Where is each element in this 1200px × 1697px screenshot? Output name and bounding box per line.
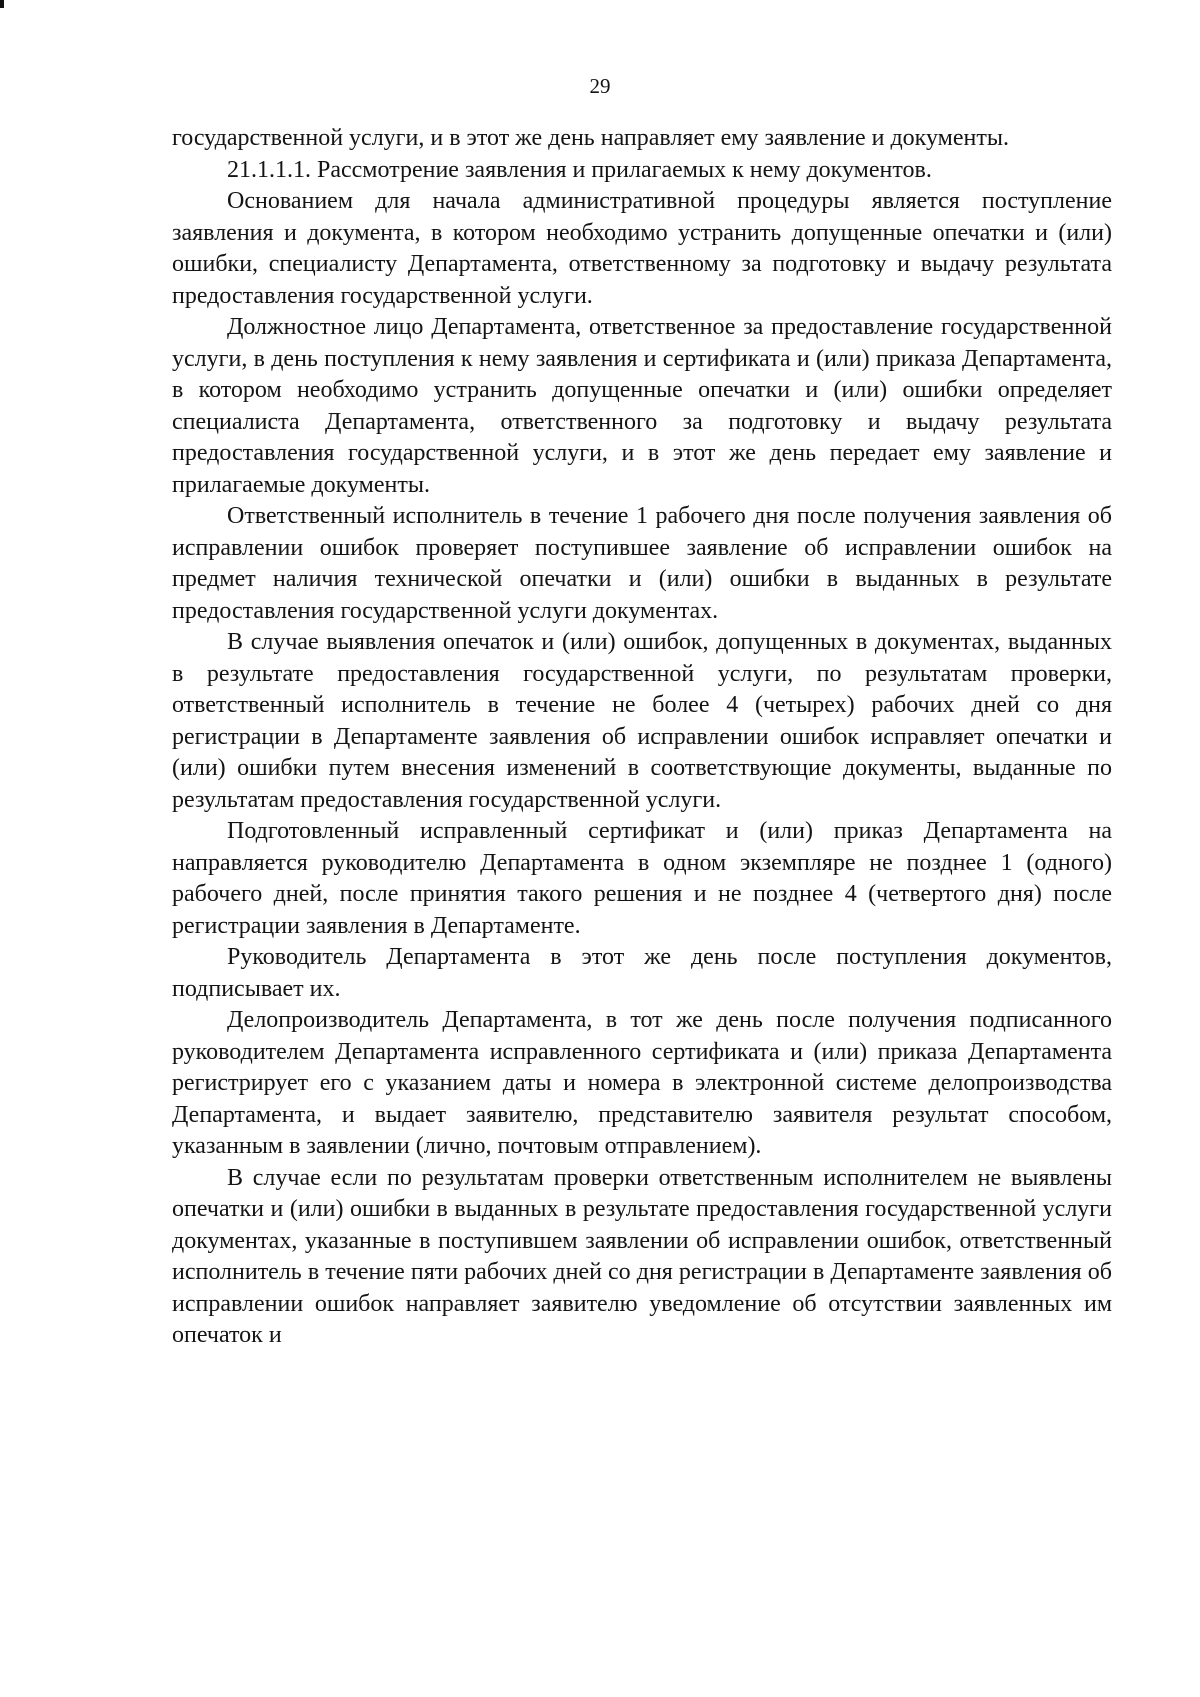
section-heading-21-1-1-1: 21.1.1.1. Рассмотрение заявления и прилагаемых к нему документов.	[227, 156, 932, 183]
paragraph: Делопроизводитель Департамента, в тот же день после получения подписанного руководителем Департамента исправленного сертификата и (или) приказа Департамента регистрирует его с указанием даты и номера в электронной системе делопроизводства Департамента, и выдает заявителю, представителю заявителя результат способом, указанным в заявлении (лично, почтовым отправлением).	[172, 1007, 1112, 1159]
document-body	[172, 123, 1112, 1352]
paragraph: В случае если по результатам проверки ответственным исполнителем не выявлены опечатки и (или) ошибки в выданных в результате предоставления государственной услуги документах, указанные в поступившем заявлении об исправлении ошибок, ответственный исполнитель в течение пяти рабочих дней со дня регистрации в Департаменте заявления об исправлении ошибок направляет заявителю уведомление об отсутствии заявленных им опечаток и	[172, 1164, 1112, 1348]
paragraph: Руководитель Департамента в этот же день после поступления документов, подписывает их.	[172, 944, 1112, 1002]
page-number: 29	[589, 74, 611, 98]
paragraph: Подготовленный исправленный сертификат и (или) приказ Департамента на направляется руководителю Департамента в одном экземпляре не позднее 1 (одного) рабочего дней, после принятия такого решения и не позднее 4 (четвертого дня) после регистрации заявления в Департаменте.	[172, 818, 1112, 939]
scan-artifact-mark	[0, 0, 4, 8]
paragraph: Ответственный исполнитель в течение 1 рабочего дня после получения заявления об исправлении ошибок проверяет поступившее заявление об исправлении ошибок на предмет наличия технической опечатки и (или) ошибки в выданных в результате предоставления государственной услуги документах.	[172, 503, 1112, 624]
paragraph: В случае выявления опечаток и (или) ошибок, допущенных в документах, выданных в результате предоставления государственной услуги, по результатам проверки, ответственный исполнитель в течение не более 4 (четырех) рабочих дней со дня регистрации в Департаменте заявления об исправлении ошибок исправляет опечатки и (или) ошибки путем внесения изменений в соответствующие документы, выданные по результатам предоставления государственной услуги.	[172, 629, 1112, 813]
paragraph: Основанием для начала административной процедуры является поступление заявления и документа, в котором необходимо устранить допущенные опечатки и (или) ошибки, специалисту Департамента, ответственному за подготовку и выдачу результата предоставления государственной услуги.	[172, 188, 1112, 309]
paragraph-continuation: государственной услуги, и в этот же день направляет ему заявление и документы.	[172, 125, 1009, 151]
paragraph: Должностное лицо Департамента, ответственное за предоставление государственной услуги, в день поступления к нему заявления и сертификата и (или) приказа Департамента, в котором необходимо устранить допущенные опечатки и (или) ошибки определяет специалиста Департамента, ответственного за подготовку и выдачу результата предоставления государственной услуги, и в этот же день передает ему заявление и прилагаемые документы.	[172, 314, 1112, 498]
